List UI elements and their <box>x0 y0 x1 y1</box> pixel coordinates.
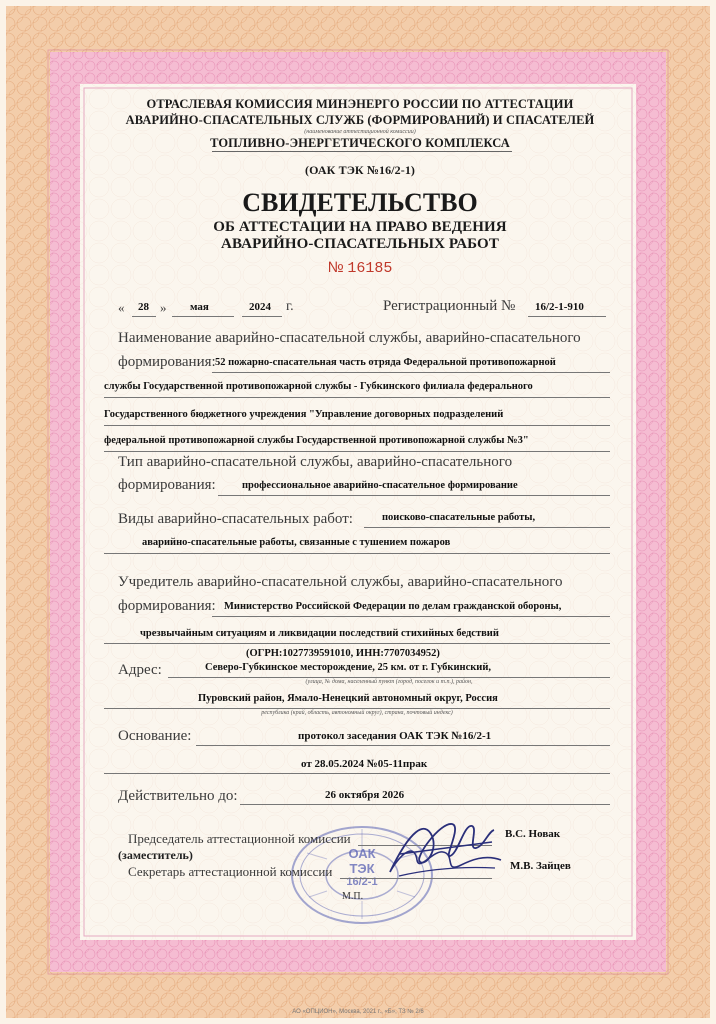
valid-label: Действительно до: <box>118 788 238 804</box>
founder-value-line-3: (ОГРН:1027739591010, ИНН:7707034952) <box>246 648 440 659</box>
name-value-line-3: Государственного бюджетного учреждения "Управление договорных подразделений <box>104 409 504 420</box>
registration-label: Регистрационный № <box>383 298 516 314</box>
date-month: мая <box>190 301 209 313</box>
header-code: (ОАК ТЭК №16/2-1) <box>304 163 416 177</box>
secretary-signature <box>385 840 505 885</box>
certificate-title: СВИДЕТЕЛЬСТВО <box>242 188 478 217</box>
address-caption-2: республика (край, область, автономный округ), страна, почтовый индекс) <box>261 710 453 716</box>
registration-number: 16/2-1-910 <box>535 301 584 313</box>
basis-label: Основание: <box>118 728 192 744</box>
chair-sub-label: (заместитель) <box>118 848 193 862</box>
stamp-line-1: ОАК <box>348 846 376 861</box>
number-value: 16185 <box>347 260 393 277</box>
header-caption: (наименование аттестационной комиссии) <box>304 129 416 135</box>
type-value: профессиональное аварийно-спасательное формирование <box>242 480 518 491</box>
name-value-line-4: федеральной противопожарной службы Государственной противопожарной службы №3" <box>104 435 529 446</box>
chair-label: Председатель аттестационной комиссии <box>128 831 351 846</box>
secretary-label: Секретарь аттестационной комиссии <box>128 864 333 879</box>
address-caption-1: (улица, № дома, населенный пункт (город, поселок и т.п.), район, <box>305 679 473 685</box>
name-label-line-1: Наименование аварийно-спасательной службы, аварийно-спасательного <box>118 330 581 346</box>
valid-value: 26 октября 2026 <box>325 789 405 801</box>
address-label: Адрес: <box>118 662 162 678</box>
header-line-3: ТОПЛИВНО-ЭНЕРГЕТИЧЕСКОГО КОМПЛЕКСА <box>210 136 510 150</box>
stamp-line-2: ТЭК <box>349 861 375 876</box>
works-value-line-1: поисково-спасательные работы, <box>382 512 536 523</box>
title-subline-2: АВАРИЙНО-СПАСАТЕЛЬНЫХ РАБОТ <box>221 236 499 252</box>
founder-label-line-1: Учредитель аварийно-спасательной службы, аварийно-спасательного <box>118 574 563 590</box>
secretary-name: М.В. Зайцев <box>510 860 571 872</box>
date-close-quote: » <box>160 300 167 315</box>
type-label-line-2: формирования: <box>118 477 216 493</box>
header-line-2: АВАРИЙНО-СПАСАТЕЛЬНЫХ СЛУЖБ (ФОРМИРОВАНИЙ) И СПАСАТЕЛЕЙ <box>125 113 595 127</box>
name-value-line-1: 52 пожарно-спасательная часть отряда Федеральной противопожарной <box>215 357 556 368</box>
works-label: Виды аварийно-спасательных работ: <box>118 511 353 527</box>
founder-label-line-2: формирования: <box>118 598 216 614</box>
founder-value-line-1: Министерство Российской Федерации по делам гражданской обороны, <box>224 601 562 612</box>
stamp-line-3: 16/2-1 <box>346 876 378 888</box>
address-line-2: Пуровский район, Ямало-Ненецкий автономный округ, Россия <box>198 693 498 704</box>
type-label-line-1: Тип аварийно-спасательной службы, аварийно-спасательного <box>118 454 513 470</box>
title-subline-1: ОБ АТТЕСТАЦИИ НА ПРАВО ВЕДЕНИЯ <box>213 219 507 235</box>
header-line-1: ОТРАСЛЕВАЯ КОМИССИЯ МИНЭНЕРГО РОССИИ ПО АТТЕСТАЦИИ <box>146 97 574 111</box>
date-year: 2024 <box>249 301 271 313</box>
printer-imprint: АО «ОПЦИОН», Москва, 2021 г., «Б», ТЗ № 2/6 <box>292 1009 424 1015</box>
header-underline <box>212 151 512 152</box>
basis-line-1: протокол заседания ОАК ТЭК №16/2-1 <box>298 730 492 742</box>
name-label-line-2: формирования: <box>118 354 216 370</box>
address-line-1: Северо-Губкинское месторождение, 25 км. от г. Губкинский, <box>205 662 492 673</box>
seal-place-label: М.П. <box>342 891 364 902</box>
works-value-line-2: аварийно-спасательные работы, связанные с тушением пожаров <box>142 537 451 548</box>
date-open-quote: « <box>118 300 125 315</box>
basis-line-2: от 28.05.2024 №05-11прак <box>301 758 428 770</box>
date-day: 28 <box>138 301 149 313</box>
chair-name: В.С. Новак <box>505 828 561 840</box>
founder-value-line-2: чрезвычайным ситуациям и ликвидации последствий стихийных бедствий <box>140 628 499 639</box>
date-year-suffix: г. <box>286 299 294 314</box>
number-prefix: № <box>327 259 344 276</box>
name-value-line-2: службы Государственной противопожарной службы - Губкинского филиала федерального <box>104 381 533 392</box>
certificate-number <box>95 259 625 277</box>
